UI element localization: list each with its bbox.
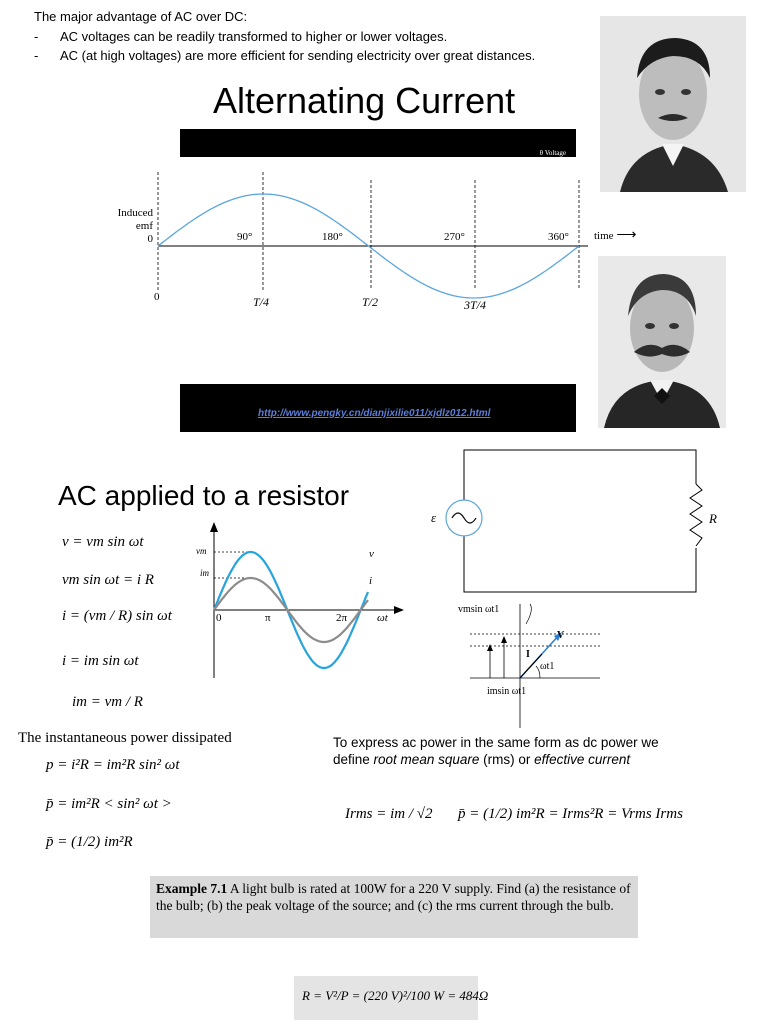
bar-caption: θ Voltage bbox=[539, 149, 566, 157]
solution-equation: R = V²/P = (220 V)²/100 W = 484Ω bbox=[302, 988, 489, 1003]
omega-t-label: ωt bbox=[377, 612, 388, 624]
eq-power-instant: p = i²R = im²R sin² ωt bbox=[46, 757, 180, 773]
emf-symbol: ε bbox=[431, 510, 437, 525]
time-mark-t2: T/2 bbox=[362, 295, 379, 309]
intro-heading: The major advantage of AC over DC: bbox=[34, 9, 248, 24]
rms-text-line1: To express ac power in the same form as dc power we bbox=[333, 735, 659, 750]
phasor-angle-label: ωt1 bbox=[540, 661, 555, 672]
phasor-diagram bbox=[460, 600, 610, 730]
source-url-link[interactable]: http://www.pengky.cn/dianjixilie011/xjdlz012.html bbox=[258, 408, 491, 419]
time-mark-t4: T/4 bbox=[253, 295, 270, 309]
vi-wave-graph bbox=[190, 520, 410, 680]
rms-text-plain: define bbox=[333, 752, 374, 767]
solution-box bbox=[294, 976, 489, 1020]
ac-sine-graph bbox=[100, 158, 660, 328]
pi-tick: π bbox=[265, 612, 271, 624]
angle-270: 270° bbox=[444, 231, 465, 243]
angle-180: 180° bbox=[322, 231, 343, 243]
two-pi-tick: 2π bbox=[336, 612, 348, 624]
im-tick: im bbox=[200, 568, 209, 578]
eq-power-average: p̄ = im²R < sin² ωt > bbox=[46, 796, 172, 812]
phasor-im-label: imsin ωt1 bbox=[487, 686, 527, 697]
zero-tick: 0 bbox=[216, 612, 222, 624]
example-box bbox=[150, 876, 638, 938]
rms-text-mid: (rms) or bbox=[479, 752, 535, 767]
origin-value: 0 bbox=[147, 233, 153, 245]
eq-current-text: i = (vm / R) sin ωt bbox=[62, 608, 172, 624]
eq-power-half: p̄ = (1/2) im²R bbox=[46, 834, 133, 850]
time-label: time bbox=[594, 230, 614, 242]
vm-tick: vm bbox=[196, 546, 207, 556]
eq-peak-current-text: im = vm / R bbox=[72, 694, 143, 710]
eq-peak-current bbox=[72, 694, 143, 711]
y-axis-label bbox=[107, 207, 153, 246]
current-phasor bbox=[520, 654, 542, 678]
power-heading: The instantaneous power dissipated bbox=[18, 730, 232, 746]
eq-current-peak-text: i = im sin ωt bbox=[62, 653, 139, 669]
eq-ohm bbox=[62, 572, 154, 589]
bullet-text: AC voltages can be readily transformed to higher or lower voltages. bbox=[59, 29, 448, 44]
example-text: A light bulb is rated at 100W for a 220 V supply. Find (a) the resistance of the bulb; (b) the peak voltage of the source; and (c) the rms current through the bulb. bbox=[156, 881, 631, 913]
resistor-circuit-diagram bbox=[420, 446, 720, 596]
example-label: Example 7.1 bbox=[156, 881, 228, 896]
circuit-wire bbox=[464, 450, 696, 592]
bullet-marker: - bbox=[34, 48, 39, 63]
eq-ohm-text: vm sin ωt = i R bbox=[62, 572, 154, 588]
intro-bullet-1 bbox=[34, 28, 447, 46]
v-series-label: v bbox=[369, 548, 374, 560]
phasor-i-label: I bbox=[526, 649, 530, 660]
intro-bullet-2 bbox=[34, 47, 535, 65]
eq-current bbox=[62, 653, 139, 670]
eq-current-fraction bbox=[62, 608, 172, 625]
top-black-bar bbox=[180, 129, 576, 157]
rms-text-line2 bbox=[333, 751, 659, 768]
resistor-title: AC applied to a resistor bbox=[58, 480, 350, 511]
angle-90: 90° bbox=[237, 231, 253, 243]
phasor-v-label: V bbox=[557, 630, 565, 641]
eq-irms: Irms = im / √2 bbox=[345, 806, 433, 822]
y-label-line1: Induced bbox=[117, 207, 153, 219]
bullet-marker: - bbox=[34, 29, 39, 44]
eq-voltage bbox=[62, 534, 144, 551]
resistor-label: R bbox=[709, 511, 717, 526]
rms-text-italic-2: effective current bbox=[534, 752, 631, 767]
rms-text-italic: root mean square bbox=[373, 752, 480, 767]
i-series-label: i bbox=[369, 575, 373, 587]
rms-description bbox=[333, 734, 659, 768]
url-black-bar bbox=[180, 384, 576, 432]
bullet-text: AC (at high voltages) are more efficient for sending electricity over great distances. bbox=[59, 48, 536, 63]
time-mark-0: 0 bbox=[154, 291, 160, 303]
phasor-vm-label: vmsin ωt1 bbox=[458, 604, 500, 615]
arrow-right-icon: ⟶ bbox=[616, 228, 637, 243]
eq-voltage-text: v = vm sin ωt bbox=[62, 534, 144, 550]
eq-prms: p̄ = (1/2) im²R = Irms²R = Vrms Irms bbox=[458, 806, 683, 822]
y-label-line2: emf bbox=[135, 220, 153, 232]
time-axis-label bbox=[594, 227, 636, 244]
ac-title: Alternating Current bbox=[213, 80, 516, 121]
time-mark-3t4: 3T/4 bbox=[464, 298, 487, 312]
angle-360: 360° bbox=[548, 231, 569, 243]
